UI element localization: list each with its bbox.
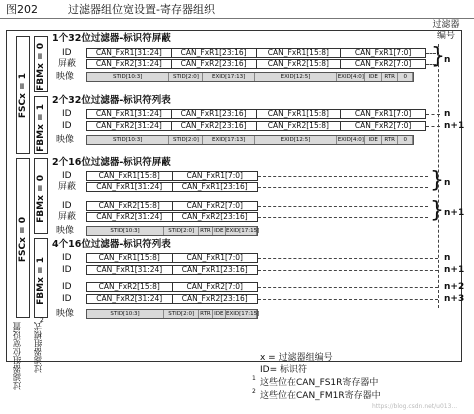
- section4-row1-register: [86, 253, 258, 263]
- mapping-cell: RTR: [382, 136, 399, 144]
- mapping-cell: STID[2:0]: [164, 227, 199, 235]
- section2-row2-label: ID: [62, 121, 72, 131]
- fscx0-box: [16, 158, 30, 318]
- fbm1b-label: FBMx = 1: [36, 257, 46, 305]
- section3-row4-label: 屏蔽: [58, 212, 77, 222]
- brace-icon: }: [430, 198, 444, 223]
- mapping-cell: RTR: [200, 228, 211, 234]
- register-cell: CAN_FxR1[15:8]: [257, 49, 342, 57]
- mapping-cell: RTR: [382, 73, 399, 81]
- mapping-cell: STID[2:0]: [164, 310, 199, 318]
- fscx1-box: [16, 36, 30, 154]
- section4-row2-register: [86, 265, 258, 275]
- mapping-cell: IDE: [213, 227, 226, 235]
- legend-line3: 这些位在CAN_FS1R寄存器中: [260, 378, 379, 388]
- register-cell: CAN_FxR2[23:16]: [172, 60, 257, 68]
- mapping-cell: IDE: [365, 136, 382, 144]
- section4-title: 4个16位过滤器-标识符列表: [52, 239, 171, 250]
- mapping-cell: STID[2:0]: [169, 73, 203, 81]
- leader-line: [258, 287, 438, 288]
- register-cell: CAN_FxR1[7:0]: [186, 171, 243, 180]
- section4-row4-label: ID: [62, 294, 72, 304]
- section2-mapping: [86, 135, 414, 145]
- mapping-cell: EXID[17:15]: [226, 311, 260, 317]
- mapping-cell: 0: [398, 73, 413, 81]
- section4-row2-label: ID: [62, 265, 72, 275]
- mapping-cell: EXID[4:0]: [337, 137, 364, 143]
- fbm0b-box: [34, 158, 48, 234]
- filter-number: n+2: [444, 282, 465, 292]
- register-cell: CAN_FxR2[31:24]: [87, 122, 172, 130]
- watermark: https://blog.csdn.net/u013...: [372, 403, 458, 410]
- fbm1a-label: FBMx = 1: [36, 104, 46, 152]
- fbm1b-box: [34, 238, 48, 318]
- section2-row1-register: [86, 109, 426, 119]
- section3-row2-label: 屏蔽: [58, 182, 77, 192]
- scale-caption: 过滤器组位宽设置: [13, 322, 23, 390]
- register-cell: CAN_FxR1[31:24]: [87, 183, 173, 191]
- register-cell: CAN_FxR2[15:8]: [87, 202, 173, 210]
- section4-row1-label: ID: [62, 253, 72, 263]
- mapping-cell: EXID[17:13]: [203, 136, 254, 144]
- filter-number-header: 过滤器编号: [432, 20, 460, 41]
- mapping-cell: EXID[12:5]: [255, 136, 337, 144]
- leader-line: [258, 206, 428, 207]
- section4-row3-register: [86, 282, 258, 292]
- fbm0a-label: FBMx = 0: [36, 43, 46, 91]
- register-cell: CAN_FxR2[7:0]: [186, 201, 243, 210]
- mapping-cell: STID[10:3]: [87, 73, 169, 81]
- leader-line: [258, 187, 428, 188]
- section2-row1-label: ID: [62, 109, 72, 119]
- section2-map-label: 映像: [56, 135, 75, 145]
- section4-map-label: 映像: [56, 309, 75, 319]
- section1-map-label: 映像: [56, 72, 75, 82]
- section3-row1-register: [86, 171, 258, 181]
- mapping-cell: STID[10:3]: [87, 136, 169, 144]
- fbm0a-box: [34, 36, 48, 92]
- register-cell: CAN_FxR1[23:16]: [181, 265, 248, 274]
- register-cell: CAN_FxR2[23:16]: [172, 122, 257, 130]
- register-cell: CAN_FxR2[7:0]: [354, 59, 412, 68]
- mapping-cell: STID[2:0]: [169, 136, 203, 144]
- mode-caption: 过滤器组模式: [34, 322, 44, 373]
- section3-map-label: 映像: [56, 226, 75, 236]
- register-cell: CAN_FxR1[15:8]: [87, 172, 173, 180]
- section3-row1-label: ID: [62, 171, 72, 181]
- register-cell: CAN_FxR1[31:24]: [87, 266, 173, 274]
- register-cell: CAN_FxR2[7:0]: [354, 121, 412, 130]
- mapping-cell: EXID[12:5]: [255, 73, 337, 81]
- section2-title: 2个32位过滤器-标识符列表: [52, 95, 171, 106]
- brace-icon: }: [431, 44, 445, 69]
- register-cell: CAN_FxR2[31:24]: [87, 295, 173, 303]
- filter-number: n+1: [444, 265, 465, 275]
- filter-number: n+1: [444, 121, 465, 131]
- register-cell: CAN_FxR2[23:16]: [181, 212, 248, 221]
- register-cell: CAN_FxR2[15:8]: [257, 122, 342, 130]
- fbm1a-box: [34, 96, 48, 154]
- register-cell: CAN_FxR1[31:24]: [87, 110, 172, 118]
- section3-row4-register: [86, 212, 258, 222]
- register-cell: CAN_FxR1[7:0]: [186, 253, 243, 262]
- fbm0b-label: FBMx = 0: [36, 175, 46, 223]
- section1-row1-register: [86, 48, 426, 58]
- leader-line: [258, 299, 438, 300]
- leader-line: [258, 258, 438, 259]
- legend-line1: x = 过滤器组编号: [260, 353, 333, 363]
- filter-number: n: [444, 178, 451, 188]
- filter-number: n: [444, 253, 451, 263]
- mapping-cell: EXID[17:13]: [203, 73, 254, 81]
- register-cell: CAN_FxR2[15:8]: [87, 283, 173, 291]
- section3-row2-register: [86, 182, 258, 192]
- register-cell: CAN_FxR2[7:0]: [186, 282, 243, 291]
- mapping-cell: STID[10:3]: [87, 310, 164, 318]
- register-cell: CAN_FxR1[15:8]: [257, 110, 342, 118]
- section1-row1-label: ID: [62, 48, 72, 58]
- fscx1-label: FSCx = 1: [18, 73, 28, 119]
- mapping-cell: EXID[17:15]: [226, 228, 260, 234]
- mapping-cell: IDE: [213, 310, 226, 318]
- register-cell: CAN_FxR2[15:8]: [257, 60, 342, 68]
- leader-line: [258, 270, 438, 271]
- register-cell: CAN_FxR2[31:24]: [87, 60, 172, 68]
- register-cell: CAN_FxR1[23:16]: [172, 110, 257, 118]
- register-cell: CAN_FxR1[7:0]: [354, 109, 412, 118]
- brace-icon: }: [430, 168, 444, 193]
- legend-sup1: 1: [252, 375, 256, 382]
- legend-line4: 这些位在CAN_FM1R寄存器中: [260, 391, 381, 401]
- figure-title: 过滤器组位宽设置-寄存器组织: [68, 3, 215, 16]
- section3-title: 2个16位过滤器-标识符屏蔽: [52, 157, 171, 168]
- mapping-cell: RTR: [200, 311, 211, 317]
- register-cell: CAN_FxR1[15:8]: [87, 254, 173, 262]
- mode-caption-sup: 2: [40, 317, 44, 324]
- register-cell: CAN_FxR1[31:24]: [87, 49, 172, 57]
- section3-row3-register: [86, 201, 258, 211]
- filter-number: n: [444, 55, 451, 65]
- section3-mapping: [86, 226, 258, 236]
- section4-row3-label: ID: [62, 282, 72, 292]
- section1-row2-label: 屏蔽: [58, 59, 77, 69]
- mapping-cell: 0: [398, 136, 413, 144]
- mapping-cell: IDE: [365, 73, 382, 81]
- section2-row2-register: [86, 121, 426, 131]
- leader-line: [258, 176, 428, 177]
- legend-line2: ID= 标识符: [260, 365, 307, 375]
- section1-mapping: [86, 72, 414, 82]
- register-cell: CAN_FxR2[31:24]: [87, 213, 173, 221]
- header-rule: [0, 18, 474, 19]
- mapping-cell: EXID[4:0]: [337, 74, 364, 80]
- section4-row4-register: [86, 294, 258, 304]
- section3-row3-label: ID: [62, 201, 72, 211]
- mapping-cell: STID[10:3]: [87, 227, 164, 235]
- section4-mapping: [86, 309, 258, 319]
- filter-number: n+1: [444, 208, 465, 218]
- section1-row2-register: [86, 59, 426, 69]
- register-cell: CAN_FxR2[23:16]: [181, 294, 248, 303]
- figure-label: 图202: [6, 3, 38, 16]
- filter-number: n+3: [444, 294, 465, 304]
- register-cell: CAN_FxR1[7:0]: [354, 48, 412, 57]
- register-cell: CAN_FxR1[23:16]: [181, 182, 248, 191]
- register-cell: CAN_FxR1[23:16]: [172, 49, 257, 57]
- leader-line: [258, 217, 428, 218]
- filter-number: n: [444, 109, 451, 119]
- fscx0-label: FSCx = 0: [18, 217, 28, 263]
- number-guide-line: [438, 44, 439, 308]
- section1-title: 1个32位过滤器-标识符屏蔽: [52, 33, 171, 44]
- legend-sup2: 2: [252, 388, 256, 395]
